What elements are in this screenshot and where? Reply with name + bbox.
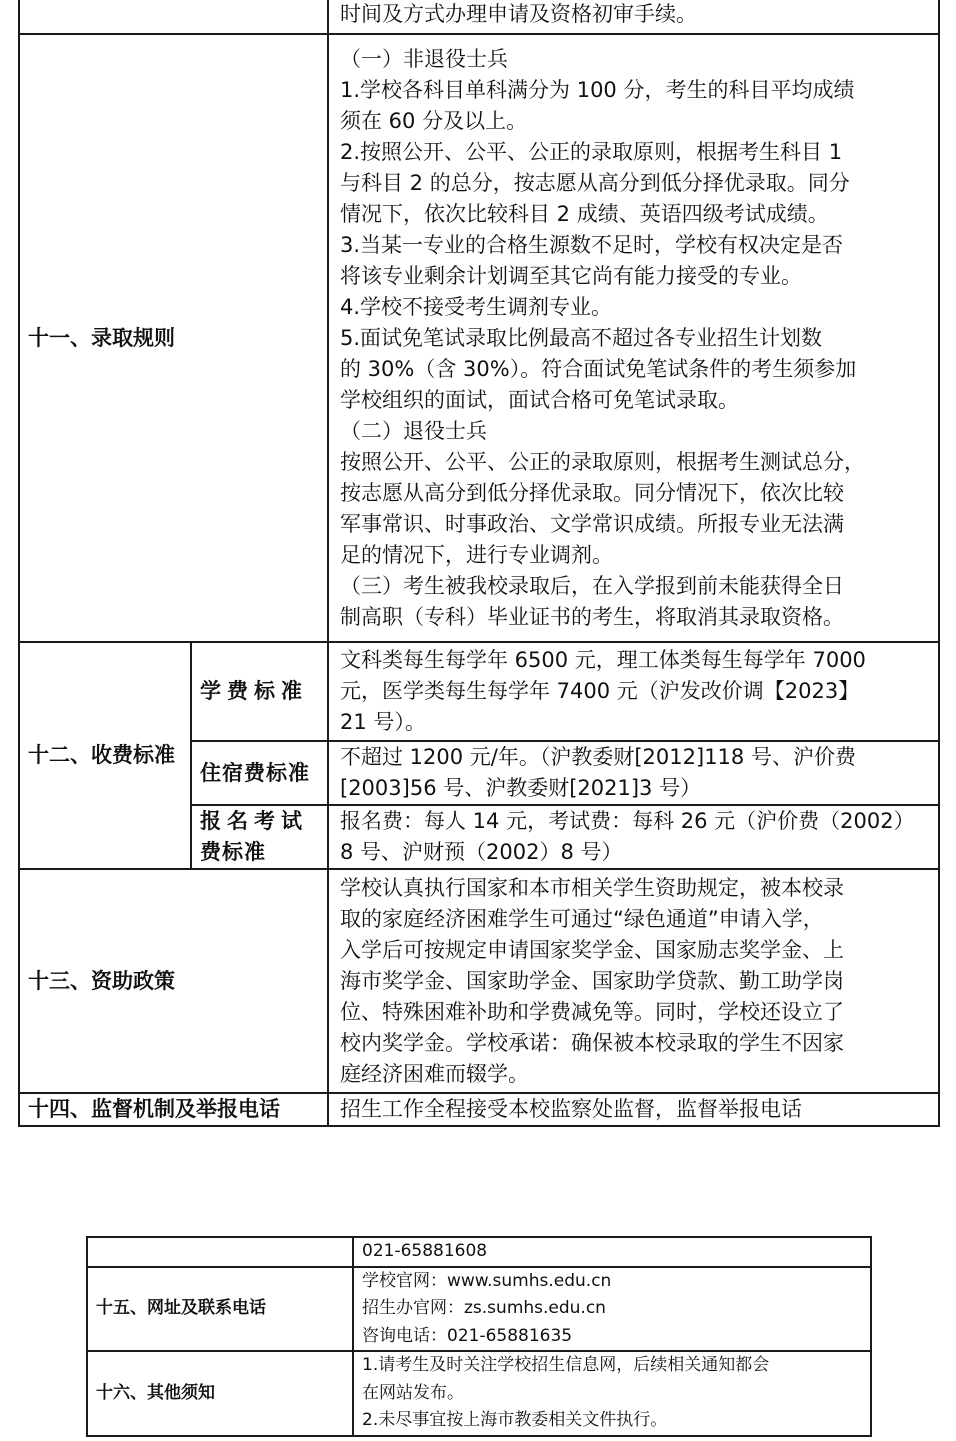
text-line: 庭经济困难而辍学。 <box>340 1061 529 1086</box>
text-line: 费标准 <box>200 840 266 864</box>
text-line: 海市奖学金、国家助学金、国家助学贷款、勤工助学岗 <box>340 968 844 993</box>
text-line: 将该专业剩余计划调至其它尚有能力接受的专业。 <box>340 263 802 288</box>
row-13-label: 十三、资助政策 <box>19 869 328 1093</box>
text-line: 入学后可按规定申请国家奖学金、国家励志奖学金、上 <box>340 937 844 962</box>
row-top-content <box>328 0 939 34</box>
text-line: （一）非退役士兵 <box>340 46 508 71</box>
row-13-content <box>328 869 939 1093</box>
table-row <box>19 642 939 741</box>
text-line: 文科类每生每学年 6500 元，理工体类每生每学年 7000 <box>340 648 866 672</box>
row-12-label: 十二、收费标准 <box>19 642 191 869</box>
text-line: （二）退役士兵 <box>340 418 487 443</box>
row-15-label: 十五、网址及联系电话 <box>87 1267 353 1352</box>
text-line: 不超过 1200 元/年。（沪教委财[2012]118 号、沪价费 <box>340 745 856 769</box>
text-line: 4.学校不接受考生调剂专业。 <box>340 294 613 319</box>
row-16-label: 十六、其他须知 <box>87 1351 353 1436</box>
text-line: 2.未尽事宜按上海市教委相关文件执行。 <box>362 1410 668 1430</box>
admission-table-main <box>18 0 940 1127</box>
text-line: 招生工作全程接受本校监察处监督，监督举报电话 <box>340 1097 802 1121</box>
text-line: 1.学校各科目单科满分为 100 分，考生的科目平均成绩 <box>340 77 855 102</box>
row-16-content <box>353 1351 871 1436</box>
text-line: （三）考生被我校录取后，在入学报到前未能获得全日 <box>340 573 844 598</box>
text-line: 学校认真执行国家和本市相关学生资助规定，被本校录 <box>340 875 844 900</box>
exam-fee-content <box>328 805 939 869</box>
dorm-fee-content <box>328 741 939 805</box>
table-row <box>19 34 939 642</box>
text-line: 按志愿从高分到低分择优录取。同分情况下，依次比较 <box>340 480 844 505</box>
row-14-label: 十四、监督机制及举报电话 <box>19 1093 328 1126</box>
text-line: 021-65881608 <box>362 1241 488 1261</box>
text-line: 报名费：每人 14 元，考试费：每科 26 元（沪价费（2002） <box>340 809 915 833</box>
text-line: 21 号）。 <box>340 710 426 734</box>
text-line: 制高职（专科）毕业证书的考生，将取消其录取资格。 <box>340 604 844 629</box>
row-11-label: 十一、录取规则 <box>19 34 328 642</box>
table-row <box>19 0 939 34</box>
text-line: 时间及方式办理申请及资格初审手续。 <box>340 2 697 26</box>
text-line: 与科目 2 的总分，按志愿从高分到低分择优录取。同分 <box>340 170 850 195</box>
consult-phone: 咨询电话：021-65881635 <box>362 1325 573 1346</box>
tuition-label: 学费标准 <box>191 642 328 741</box>
text-line: 在网站发布。 <box>362 1382 464 1403</box>
row-top-label-cell <box>87 1237 353 1267</box>
text-line: 报名考试 <box>200 809 308 833</box>
text-line: 位、特殊困难补助和学费减免等。同时，学校还设立了 <box>340 999 844 1024</box>
text-line: 按照公开、公平、公正的录取原则，根据考生测试总分， <box>340 449 865 474</box>
text-line: 足的情况下，进行专业调剂。 <box>340 542 613 567</box>
row-top-label-cell <box>19 0 328 34</box>
table-row <box>87 1237 871 1267</box>
school-website: 学校官网：www.sumhs.edu.cn <box>362 1270 612 1291</box>
admission-table-continued <box>86 1236 872 1437</box>
text-line: 1.请考生及时关注学校招生信息网，后续相关通知都会 <box>362 1355 770 1375</box>
table-row <box>87 1267 871 1352</box>
row-top-content <box>353 1237 871 1267</box>
dorm-fee-label: 住宿费标准 <box>191 741 328 805</box>
text-line: [2003]56 号、沪教委财[2021]3 号） <box>340 776 702 800</box>
table-row <box>19 1093 939 1126</box>
text-line: 校内奖学金。学校承诺：确保被本校录取的学生不因家 <box>340 1030 844 1055</box>
text-line: 8 号、沪财预（2002）8 号） <box>340 840 623 864</box>
exam-fee-label <box>191 805 328 869</box>
row-11-content <box>328 34 939 642</box>
row-15-content <box>353 1267 871 1352</box>
table-row <box>87 1351 871 1436</box>
table-row <box>19 869 939 1093</box>
row-14-content <box>328 1093 939 1126</box>
admissions-website: 招生办官网：zs.sumhs.edu.cn <box>362 1298 606 1318</box>
text-line: 的 30%（含 30%）。符合面试免笔试条件的考生须参加 <box>340 356 857 381</box>
text-line: 元，医学类每生每学年 7400 元（沪发改价调【2023】 <box>340 679 860 703</box>
text-line: 军事常识、时事政治、文学常识成绩。所报专业无法满 <box>340 511 844 536</box>
text-line: 情况下，依次比较科目 2 成绩、英语四级考试成绩。 <box>340 201 829 226</box>
text-line: 取的家庭经济困难学生可通过“绿色通道”申请入学， <box>340 906 824 931</box>
text-line: 须在 60 分及以上。 <box>340 108 528 133</box>
text-line: 学校组织的面试，面试合格可免笔试录取。 <box>340 387 739 412</box>
text-line: 5.面试免笔试录取比例最高不超过各专业招生计划数 <box>340 325 823 350</box>
tuition-content <box>328 642 939 741</box>
text-line: 2.按照公开、公平、公正的录取原则，根据考生科目 1 <box>340 139 843 164</box>
text-line: 3.当某一专业的合格生源数不足时，学校有权决定是否 <box>340 232 844 257</box>
